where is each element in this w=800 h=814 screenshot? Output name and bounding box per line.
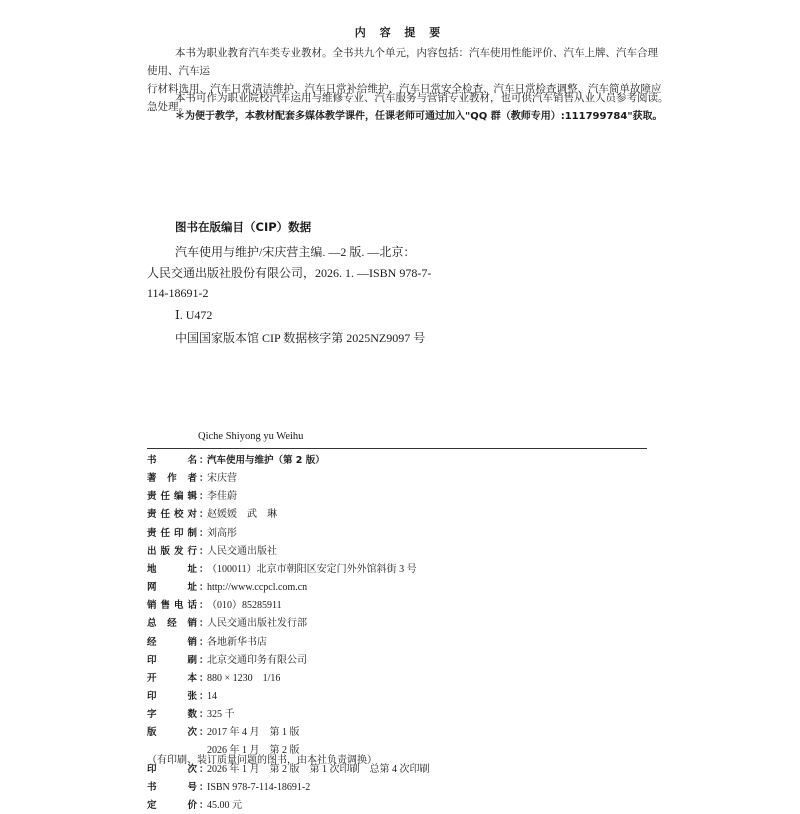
divider	[147, 448, 647, 449]
colophon-row	[147, 544, 277, 560]
colophon-row	[147, 798, 242, 814]
colophon-row	[147, 598, 282, 614]
summary-paragraph-1-line-2: 行材料选用、汽车日常清洁维护、汽车日常补给维护、汽车日常安全检查、汽车日常检查调整、汽车简单故障应急处理。	[147, 84, 662, 113]
colophon-row	[147, 580, 307, 596]
colophon-row	[147, 635, 267, 651]
colophon-label: 书名	[147, 455, 197, 466]
colophon-label: 字数	[147, 709, 197, 721]
colophon-row	[147, 780, 310, 796]
colophon-value: ISBN 978-7-114-18691-2	[207, 781, 311, 793]
cip-line-1: 汽车使用与维护/宋庆营主编. —2 版. —北京：	[175, 245, 416, 259]
colophon-label: 版次	[147, 727, 197, 739]
colophon-label: 责任编辑	[147, 491, 197, 503]
colophon-colon: ：	[199, 709, 209, 721]
colophon-value: （100011）北京市朝阳区安定门外外馆斜街 3 号	[207, 563, 417, 575]
colophon-label: 责任校对	[147, 509, 197, 521]
colophon-value: 人民交通出版社	[207, 545, 277, 557]
colophon-colon: ：	[199, 763, 209, 775]
pinyin-title: Qiche Shiyong yu Weihu	[198, 431, 304, 442]
cip-classification: Ⅰ. U472	[175, 308, 213, 322]
colophon-label: 开本	[147, 672, 197, 684]
colophon-value: 880 × 1230 1/16	[207, 672, 281, 684]
colophon-row	[147, 471, 237, 487]
colophon-row	[147, 653, 307, 669]
colophon-label: 出版发行	[147, 545, 197, 557]
colophon-row	[147, 489, 237, 505]
colophon-colon: ：	[199, 781, 209, 793]
cip-line-2: 人民交通出版社股份有限公司，2026. 1. —ISBN 978-7-	[147, 266, 432, 280]
colophon-label: 地址	[147, 563, 197, 575]
cip-line-3: 114-18691-2	[147, 286, 209, 300]
colophon-value: 45.00 元	[207, 799, 242, 811]
colophon-colon: ：	[199, 654, 209, 666]
summary-paragraph-2: 本书可作为职业院校汽车运用与维修专业、汽车服务与营销专业教材，也可供汽车销售从业人员参考阅读。	[175, 93, 669, 104]
colophon-value: 李佳蔚	[207, 491, 237, 503]
colophon-label: 印刷	[147, 654, 197, 666]
colophon-label: 定价	[147, 799, 197, 811]
summary-paragraph-1-line-1: 本书为职业教育汽车类专业教材。全书共九个单元，内容包括：汽车使用性能评价、汽车上牌、汽车合理使用、汽车运	[147, 48, 658, 77]
colophon-value: http://www.ccpcl.com.cn	[207, 582, 308, 594]
colophon-label: 书号	[147, 781, 197, 793]
colophon-row	[147, 725, 300, 741]
colophon-value: 北京交通印务有限公司	[207, 654, 307, 666]
colophon-row	[147, 453, 325, 469]
colophon-colon: ：	[199, 563, 209, 575]
colophon-value: 2026 年 1 月 第 2 版 第 1 次印刷 总第 4 次印刷	[207, 763, 430, 775]
courseware-note: ＊为便于教学，本教材配套多媒体教学课件，任课老师可通过加入"QQ 群（教师专用）:111799784"获取。	[175, 111, 663, 122]
colophon-colon: ：	[199, 600, 209, 612]
colophon-label: 总经销	[147, 618, 197, 630]
colophon-row	[147, 526, 237, 542]
colophon-value: 汽车使用与维护（第 2 版）	[207, 455, 325, 466]
colophon-colon: ：	[199, 690, 209, 702]
colophon-label: 印次	[147, 763, 197, 775]
colophon-colon: ：	[199, 545, 209, 557]
colophon-value: 2026 年 1 月 第 2 版	[207, 745, 300, 757]
colophon-value: 325 千	[207, 709, 235, 721]
colophon-label: 网址	[147, 582, 197, 594]
colophon-label: 著作者	[147, 473, 197, 485]
colophon-colon: ：	[199, 455, 209, 466]
colophon-row	[147, 616, 307, 632]
colophon-value: 2017 年 4 月 第 1 版	[207, 727, 300, 739]
colophon-label: 印张	[147, 690, 197, 702]
colophon-row	[147, 707, 235, 723]
colophon-value: （010）85285911	[207, 600, 282, 612]
cip-record-number: 中国国家版本馆 CIP 数据核字第 2025NZ9097 号	[175, 331, 426, 345]
colophon-colon: ：	[199, 509, 209, 521]
colophon-value: 14	[207, 690, 217, 702]
colophon-label: 销售电话	[147, 600, 197, 612]
colophon-colon: ：	[199, 491, 209, 503]
colophon-colon: ：	[199, 582, 209, 594]
colophon-row	[147, 507, 277, 523]
colophon-value: 刘高彤	[207, 527, 237, 539]
colophon-colon: ：	[199, 799, 209, 811]
colophon-row	[147, 689, 217, 705]
colophon-value: 各地新华书店	[207, 636, 267, 648]
summary-title: 内 容 提 要	[354, 26, 446, 39]
colophon-label: 责任印制	[147, 527, 197, 539]
quality-note: （有印刷、装订质量问题的图书，由本社负责调换）	[147, 755, 377, 766]
colophon-value: 赵媛媛 武 琳	[207, 509, 277, 521]
colophon-colon: ：	[199, 672, 209, 684]
colophon-row	[147, 562, 417, 578]
colophon-value: 人民交通出版社发行部	[207, 618, 307, 630]
colophon-colon: ：	[199, 727, 209, 739]
colophon-colon: ：	[199, 473, 209, 485]
colophon-colon: ：	[199, 618, 209, 630]
cip-heading: 图书在版编目（CIP）数据	[175, 220, 312, 234]
colophon-label: 经销	[147, 636, 197, 648]
colophon-value: 宋庆营	[207, 473, 237, 485]
colophon-colon: ：	[199, 527, 209, 539]
colophon-row	[147, 671, 280, 687]
colophon-colon: ：	[199, 636, 209, 648]
